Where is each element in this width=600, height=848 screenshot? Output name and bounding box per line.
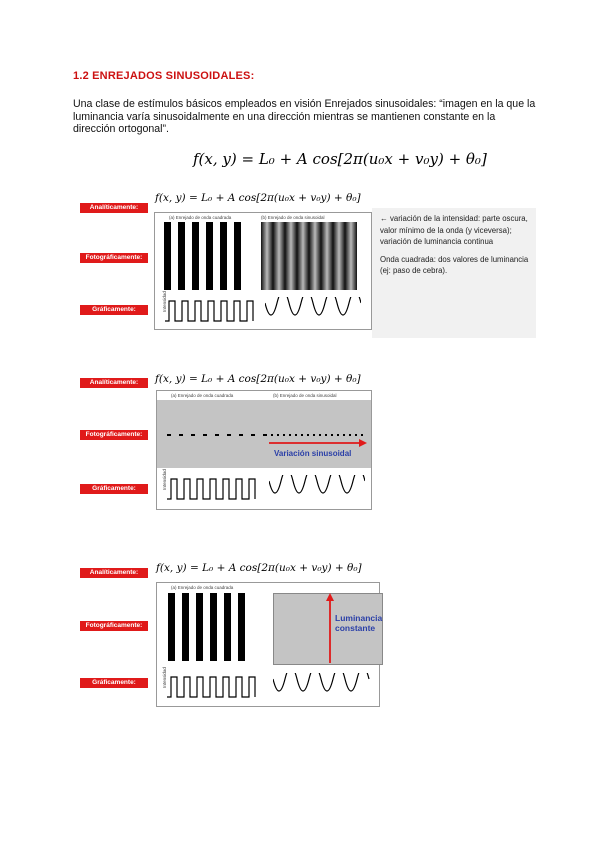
square-wave-plot [167, 673, 261, 701]
sine-wave-plot [265, 297, 361, 325]
figure-1 [80, 190, 370, 330]
label-analytic: Analíticamente: [80, 378, 148, 388]
caption-square: (a) Enrejado de onda cuadrada [171, 393, 234, 398]
label-graphic: Gráficamente: [80, 678, 148, 688]
side-note [372, 208, 536, 338]
sine-wave-plot [273, 673, 373, 701]
caption-square: (a) Enrejado de onda cuadrada [169, 215, 232, 220]
square-grating [165, 593, 257, 661]
square-wave-plot [165, 297, 255, 325]
caption-intensity: Intensidad [161, 469, 167, 490]
dashed-line [167, 433, 367, 437]
sine-grating [261, 222, 357, 290]
figure-3 [80, 560, 390, 710]
main-formula: f(x, y) = L₀ + A cos[2π(u₀x + v₀y) + θ₀] [193, 150, 487, 168]
label-photo: Fotográficamente: [80, 430, 148, 440]
figure-formula: f(x, y) = L₀ + A cos[2π(u₀x + v₀y) + θ₀] [155, 192, 361, 204]
caption-sine: (b) Enrejado de onda sinusoidal [273, 393, 337, 398]
label-photo: Fotográficamente: [80, 253, 148, 263]
side-note-1: ← variación de la intensidad: parte oscura, valor mínimo de la onda (y viceversa); variación de luminancia continua [380, 214, 528, 246]
red-arrow [269, 439, 367, 447]
label-photo: Fotográficamente: [80, 621, 148, 631]
square-grating [161, 222, 253, 290]
figure-panel [156, 582, 383, 707]
caption-sine: (b) Enrejado de onda sinusoidal [261, 215, 325, 220]
constant-annotation: Luminancia constante [335, 613, 383, 633]
sine-wave-plot [269, 475, 365, 503]
side-note-2: Onda cuadrada: dos valores de luminancia (ej: paso de cebra). [380, 254, 529, 275]
section-heading: 1.2 ENREJADOS SINUSOIDALES: [73, 70, 255, 82]
section-paragraph: Una clase de estímulos básicos empleados en visión Enrejados sinusoidales: “imagen en la que la luminancia varía sinusoidalmente en una dirección mientras se mantienen constante en la dirección ortogonal”. [73, 98, 536, 135]
figure-2 [80, 373, 380, 513]
red-vertical-arrow [326, 593, 334, 665]
label-graphic: Gráficamente: [80, 305, 148, 315]
figure-panel [156, 390, 372, 510]
label-analytic: Analíticamente: [80, 568, 148, 578]
figure-formula: f(x, y) = L₀ + A cos[2π(u₀x + v₀y) + θ₀] [156, 562, 362, 574]
sinusoidal-annotation: Variación sinusoidal [274, 449, 352, 458]
caption-square: (a) Enrejado de onda cuadrada [171, 585, 234, 590]
label-analytic: Analíticamente: [80, 203, 148, 213]
square-wave-plot [167, 475, 257, 503]
caption-intensity: Intensidad [161, 667, 167, 688]
figure-panel [154, 212, 372, 330]
figure-formula: f(x, y) = L₀ + A cos[2π(u₀x + v₀y) + θ₀] [155, 373, 361, 385]
label-graphic: Gráficamente: [80, 484, 148, 494]
caption-intensity: Intensidad [161, 291, 167, 312]
